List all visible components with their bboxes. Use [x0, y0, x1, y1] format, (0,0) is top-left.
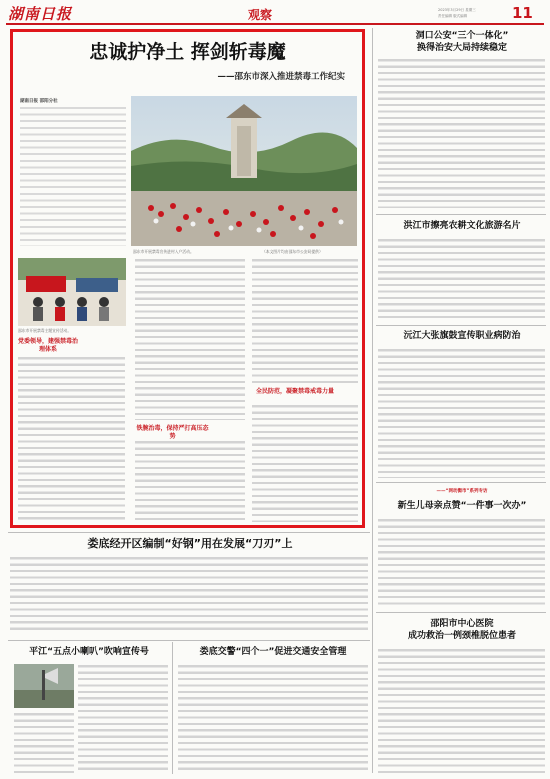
right-column-divider: [372, 28, 373, 773]
bottom-col-divider: [172, 642, 173, 774]
header-rule: [6, 23, 544, 25]
right-sep-4: [376, 612, 546, 613]
right-headline-1: 洞口公安“三个一体化” 换得治安大局持续稳定: [415, 31, 509, 53]
section-title: 观察: [248, 8, 273, 22]
bottom-sep-top: [8, 532, 370, 533]
right-article-5-body: [378, 648, 545, 774]
right-article-2-body: [378, 238, 545, 320]
editor-line: 责任编辑 版式编辑: [438, 14, 468, 18]
bottom-left-headline: 平江“五点小喇叭”吹响宣传号: [29, 647, 149, 657]
right-headline-4: 新生儿母亲点赞“一件事一次办”: [397, 501, 527, 511]
lead-photo-secondary: [18, 258, 126, 326]
masthead-logo: 湖南日报: [8, 5, 73, 23]
lead-intro-text: [20, 106, 126, 246]
bottom-mid-headline: 娄底交警“四个一”促进交通安全管理: [199, 647, 347, 657]
lead-subhead-3: 全民防范，凝聚禁毒戒毒力量: [255, 388, 334, 395]
lead-byline: 湖南日报 邵阳分社: [20, 99, 58, 104]
right-headline-2: 洪江市擦亮农耕文化旅游名片: [403, 221, 521, 231]
bottom-left-photo: [14, 664, 74, 708]
bottom-main-headline: 娄底经开区编制“好钢”用在发展“刀刃”上: [87, 537, 293, 550]
lead-body-col-3: [252, 258, 358, 383]
bottom-main-body: [10, 556, 368, 632]
lead-photo-caption-2: （本文图片均由邵东市公安局提供）: [262, 249, 323, 254]
lead-body-col-2: [135, 258, 245, 420]
right-article-4-body: [378, 518, 545, 606]
bottom-sep-mid: [8, 640, 370, 641]
date-line: 2023年3月29日 星期三: [438, 8, 476, 12]
lead-title: 忠诚护净土 挥剑斩毒魔: [89, 41, 286, 63]
lead-subhead-2: 铁腕治毒，保持严打高压态势: [136, 425, 209, 440]
right-headline-3: 沅江大张旗鼓宣传职业病防治: [403, 331, 521, 341]
right-article-3-body: [378, 348, 545, 478]
right-article-1-body: [378, 58, 545, 208]
lead-subtitle: ——邵东市深入推进禁毒工作纪实: [217, 72, 345, 82]
lead-subhead-1: 党委领导，建强禁毒治理体系: [18, 338, 79, 353]
lead-photo-caption-1: 邵东市开展禁毒宣传进村入户活动。: [133, 249, 194, 254]
bottom-left-body-2: [14, 712, 74, 774]
crowd-gathering-photo: [131, 96, 357, 246]
bottom-mid-body: [178, 664, 368, 774]
lead-body-col-3b: [252, 404, 358, 522]
right-sep-1: [376, 214, 546, 215]
lead-photo-caption-3: 邵东市开展禁毒主题宣传活动。: [18, 328, 72, 333]
lead-photo-main: [131, 96, 357, 246]
bottom-left-body: [78, 664, 168, 774]
lead-body-col-2b: [135, 440, 245, 522]
series-tag: ——“网动衡市”系列专访: [436, 489, 488, 494]
page-number: 11: [512, 4, 533, 22]
loudspeaker-photo: [14, 664, 74, 708]
right-headline-5: 邵阳市中心医院 成功救治一例颈椎脱位患者: [407, 619, 516, 641]
right-sep-3: [376, 482, 546, 483]
lead-body-col-1: [18, 356, 125, 522]
right-sep-2: [376, 325, 546, 326]
outreach-photo: [18, 258, 126, 326]
